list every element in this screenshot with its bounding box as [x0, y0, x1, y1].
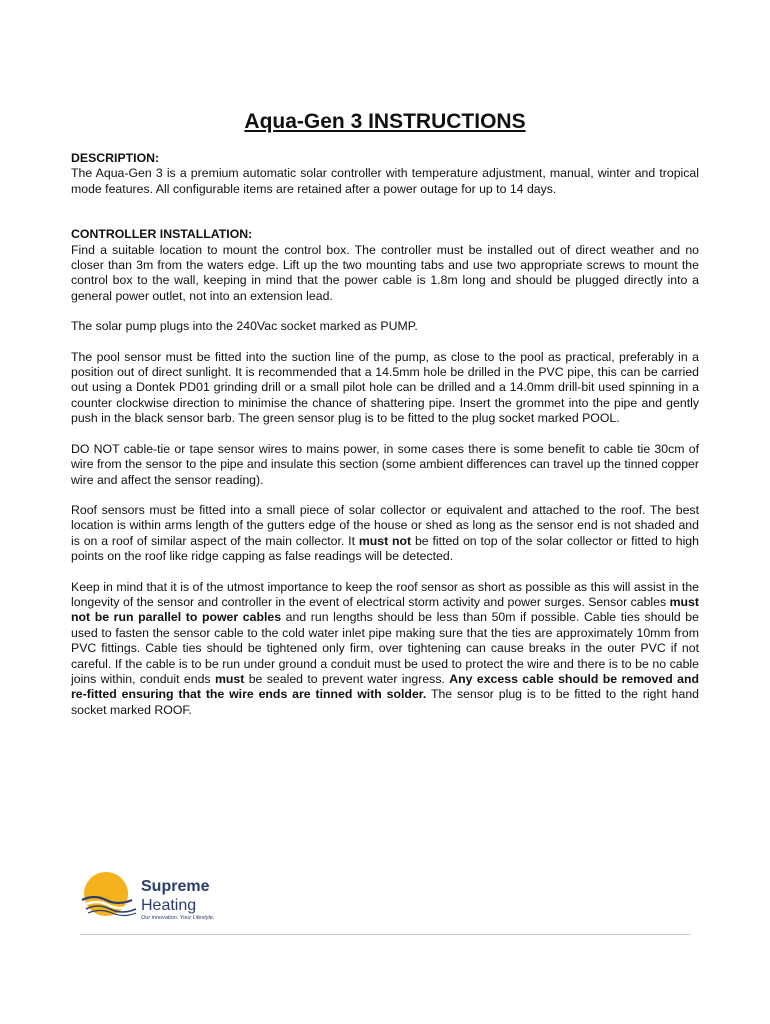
description-text: The Aqua-Gen 3 is a premium automatic solar controller with temperature adjustment, manual, winter and tropical mode features. All configurable items are retained after a power outage for up to 14 days. [71, 166, 699, 196]
p6-text-c: and run lengths should be less than 50m if possible. Cable ties should be used to fasten the sensor cable to the cold water inlet pipe making sure that the ties are approximately 10mm from PVC fittings. Cable ties should be tightened only firm, over tightening can cause breaks in the outer PVC if not careful. If the cable is to be run under ground a conduit must be used to protect the wire and there is to be no cable joins within, conduit ends [71, 610, 699, 686]
document-body [71, 151, 699, 733]
description-heading: DESCRIPTION: [71, 151, 160, 165]
logo-brand-line1: Supreme [141, 878, 210, 895]
p6-emphasis-2: must [214, 671, 245, 686]
installation-paragraph-3: The pool sensor must be fitted into the suction line of the pump, as close to the pool as practical, preferably in a position out of direct sunlight. It is recommended that a 14.5mm hole be drilled in the PVC pipe, this can be carried out using a Dontek PD01 grinding drill or a small pilot hole can be drilled and a 14.0mm drill-bit used spinning in a counter clockwise direction to minimise the chance of shattering pipe. Insert the grommet into the pipe and gently push in the black sensor barb. The green sensor plug is to be fitted to the plug socket marked POOL. [71, 349, 699, 426]
p5-emphasis: must not [358, 533, 412, 548]
installation-paragraph-2: The solar pump plugs into the 240Vac socket marked as PUMP. [71, 319, 418, 334]
footer-divider [80, 934, 690, 935]
sun-wave-icon [80, 870, 140, 920]
p5-text-a: Roof sensors must be fitted into a small piece of solar collector or equivalent and attached to the roof. The best location is within arms length of the gutters edge of the house or shed as long as the sensor end is not shaded and is on a roof of similar aspect of the main collector. It [71, 502, 699, 548]
logo-brand-line2: Heating [141, 897, 197, 914]
installation-paragraph-4: DO NOT cable-tie or tape sensor wires to mains power, in some cases there is some benefit to cable tie 30cm of wire from the sensor to the pipe and insulate this section (some ambient differences can travel up the tinned copper wire and affect the sensor reading). [71, 441, 699, 487]
p5-text-c: be fitted on top of the solar collector or fitted to high points on the roof like ridge capping as false readings will be detected. [71, 533, 699, 564]
installation-paragraph-1: Find a suitable location to mount the control box. The controller must be installed out of direct weather and no closer than 3m from the waters edge. Lift up the two mounting tabs and use two appropriate screws to mount the control box to the wall, keeping in mind that the power cable is 1.8m long and should be plugged directly into a general power outlet, not into an extension lead. [71, 242, 699, 303]
p6-emphasis-3: Any excess cable should be removed and re-fitted ensuring that the wire ends are tinned with solder. [71, 671, 699, 702]
supreme-heating-logo [80, 868, 250, 928]
installation-heading: CONTROLLER INSTALLATION: [71, 227, 253, 242]
installation-paragraph-5 [71, 503, 699, 565]
p6-text-a: Keep in mind that it is of the utmost importance to keep the roof sensor as short as possible as this will assist in the longevity of the sensor and controller in the event of electrical storm activity and power surges. Sensor cables [71, 579, 699, 609]
document-title: Aqua-Gen 3 INSTRUCTIONS [244, 110, 526, 133]
logo-tagline: Our innovation. Your Lifestyle. [141, 915, 215, 921]
installation-section [71, 227, 699, 718]
p6-text-e: be sealed to prevent water ingress. [244, 671, 450, 686]
p6-text-g: The sensor plug is to be fitted to the right hand socket marked ROOF. [71, 687, 699, 717]
description-section [71, 151, 699, 197]
installation-paragraph-6 [71, 580, 699, 719]
p6-emphasis-1: must not be run parallel to power cables [71, 594, 699, 625]
